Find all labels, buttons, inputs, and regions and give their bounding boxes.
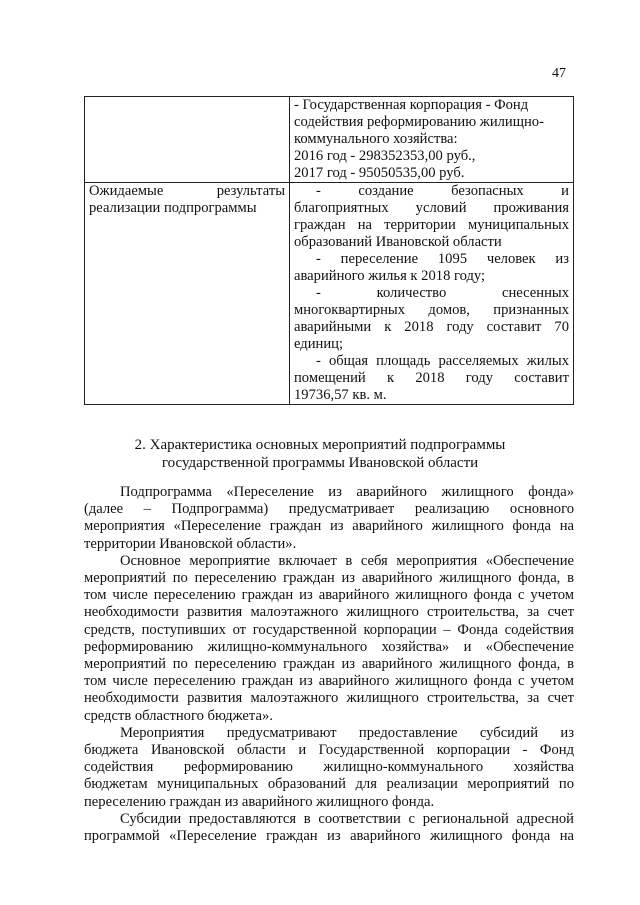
funding-line: коммунального хозяйства: — [294, 131, 458, 147]
expected-results-label-cell — [85, 183, 290, 405]
result-line: помещений к 2018 году составит — [294, 370, 569, 386]
table-row — [85, 97, 574, 183]
text-line: том числе переселению граждан из аварийного жилищного фонда с учетом — [84, 587, 574, 604]
paragraph — [84, 553, 574, 725]
paragraph — [84, 811, 574, 845]
text-line: Основное мероприятие включает в себя мероприятия «Обеспечение — [120, 552, 574, 569]
text-line: программой «Переселение граждан из аварийного жилищного фонда на — [84, 828, 574, 845]
result-line: многоквартирных домов, признанных — [294, 302, 569, 318]
table-row — [85, 183, 574, 405]
result-line: - количество снесенных — [316, 285, 569, 301]
result-line: единиц; — [294, 336, 344, 352]
text-line: мероприятий по переселению граждан из аварийного жилищного фонда, в — [84, 570, 574, 587]
program-table — [84, 96, 574, 405]
body-text — [84, 484, 574, 845]
text-line: необходимости развития малоэтажного жилищного строительства, за счет — [84, 690, 574, 707]
funding-line: - Государственная корпорация - Фонд — [294, 97, 529, 113]
result-line: аварийными к 2018 году составит 70 — [294, 319, 569, 335]
text-line: мероприятий по переселению граждан из аварийного жилищного фонда, в — [84, 656, 574, 673]
table-cell-empty — [85, 97, 290, 183]
paragraph — [84, 725, 574, 811]
text-line: реформированию жилищно-коммунального хозяйства» и «Обеспечение — [84, 638, 574, 655]
text-line: средств, поступивших от государственной корпорации – Фонда содействия — [84, 621, 574, 638]
text-line: мероприятия «Переселение граждан из аварийного жилищного фонда на — [84, 518, 574, 535]
text-line: Субсидии предоставляются в соответствии с региональной адресной — [120, 810, 574, 827]
text-line: территории Ивановской области». — [84, 535, 297, 552]
text-line: Мероприятия предусматривают предоставление субсидий из — [120, 724, 574, 741]
result-line: аварийного жилья к 2018 году; — [294, 268, 486, 284]
text-line: необходимости развития малоэтажного жилищного строительства, за счет — [84, 604, 574, 621]
label-line: Ожидаемые результаты — [89, 183, 285, 199]
result-line: благоприятных условий проживания — [294, 200, 569, 216]
funding-line: 2017 год - 95050535,00 руб. — [294, 165, 465, 181]
text-line: (далее – Подпрограмма) предусматривает реализацию основного — [84, 501, 574, 518]
expected-results-cell — [290, 183, 574, 405]
text-line: том числе переселению граждан из аварийного жилищного фонда с учетом — [84, 673, 574, 690]
page-number: 47 — [552, 66, 566, 81]
text-line: средств областного бюджета». — [84, 707, 273, 724]
label-line: реализации подпрограммы — [89, 200, 257, 216]
result-line: 19736,57 кв. м. — [294, 387, 387, 403]
funding-line: содействия реформированию жилищно- — [294, 114, 544, 130]
result-line: - переселение 1095 человек из — [316, 251, 569, 267]
result-line: образований Ивановской области — [294, 234, 502, 250]
section-heading-line: государственной программы Ивановской области — [161, 455, 479, 471]
text-line: переселению граждан из аварийного жилищного фонда. — [84, 793, 435, 810]
result-line: - общая площадь расселяемых жилых — [316, 353, 569, 369]
section-heading-line: 2. Характеристика основных мероприятий подпрограммы — [134, 437, 506, 453]
result-line: - создание безопасных и — [316, 183, 569, 199]
text-line: содействия реформированию жилищно-коммунального хозяйства — [84, 759, 574, 776]
text-line: Подпрограмма «Переселение из аварийного жилищного фонда» — [120, 484, 574, 500]
section-heading — [0, 436, 640, 472]
result-line: граждан на территории муниципальных — [294, 217, 569, 233]
text-line: бюджетам муниципальных образований для реализации мероприятий по — [84, 776, 574, 793]
paragraph — [84, 484, 574, 553]
funding-cell — [290, 97, 574, 183]
text-line: бюджета Ивановской области и Государственной корпорации - Фонд — [84, 742, 574, 759]
funding-line: 2016 год - 298352353,00 руб., — [294, 148, 476, 164]
